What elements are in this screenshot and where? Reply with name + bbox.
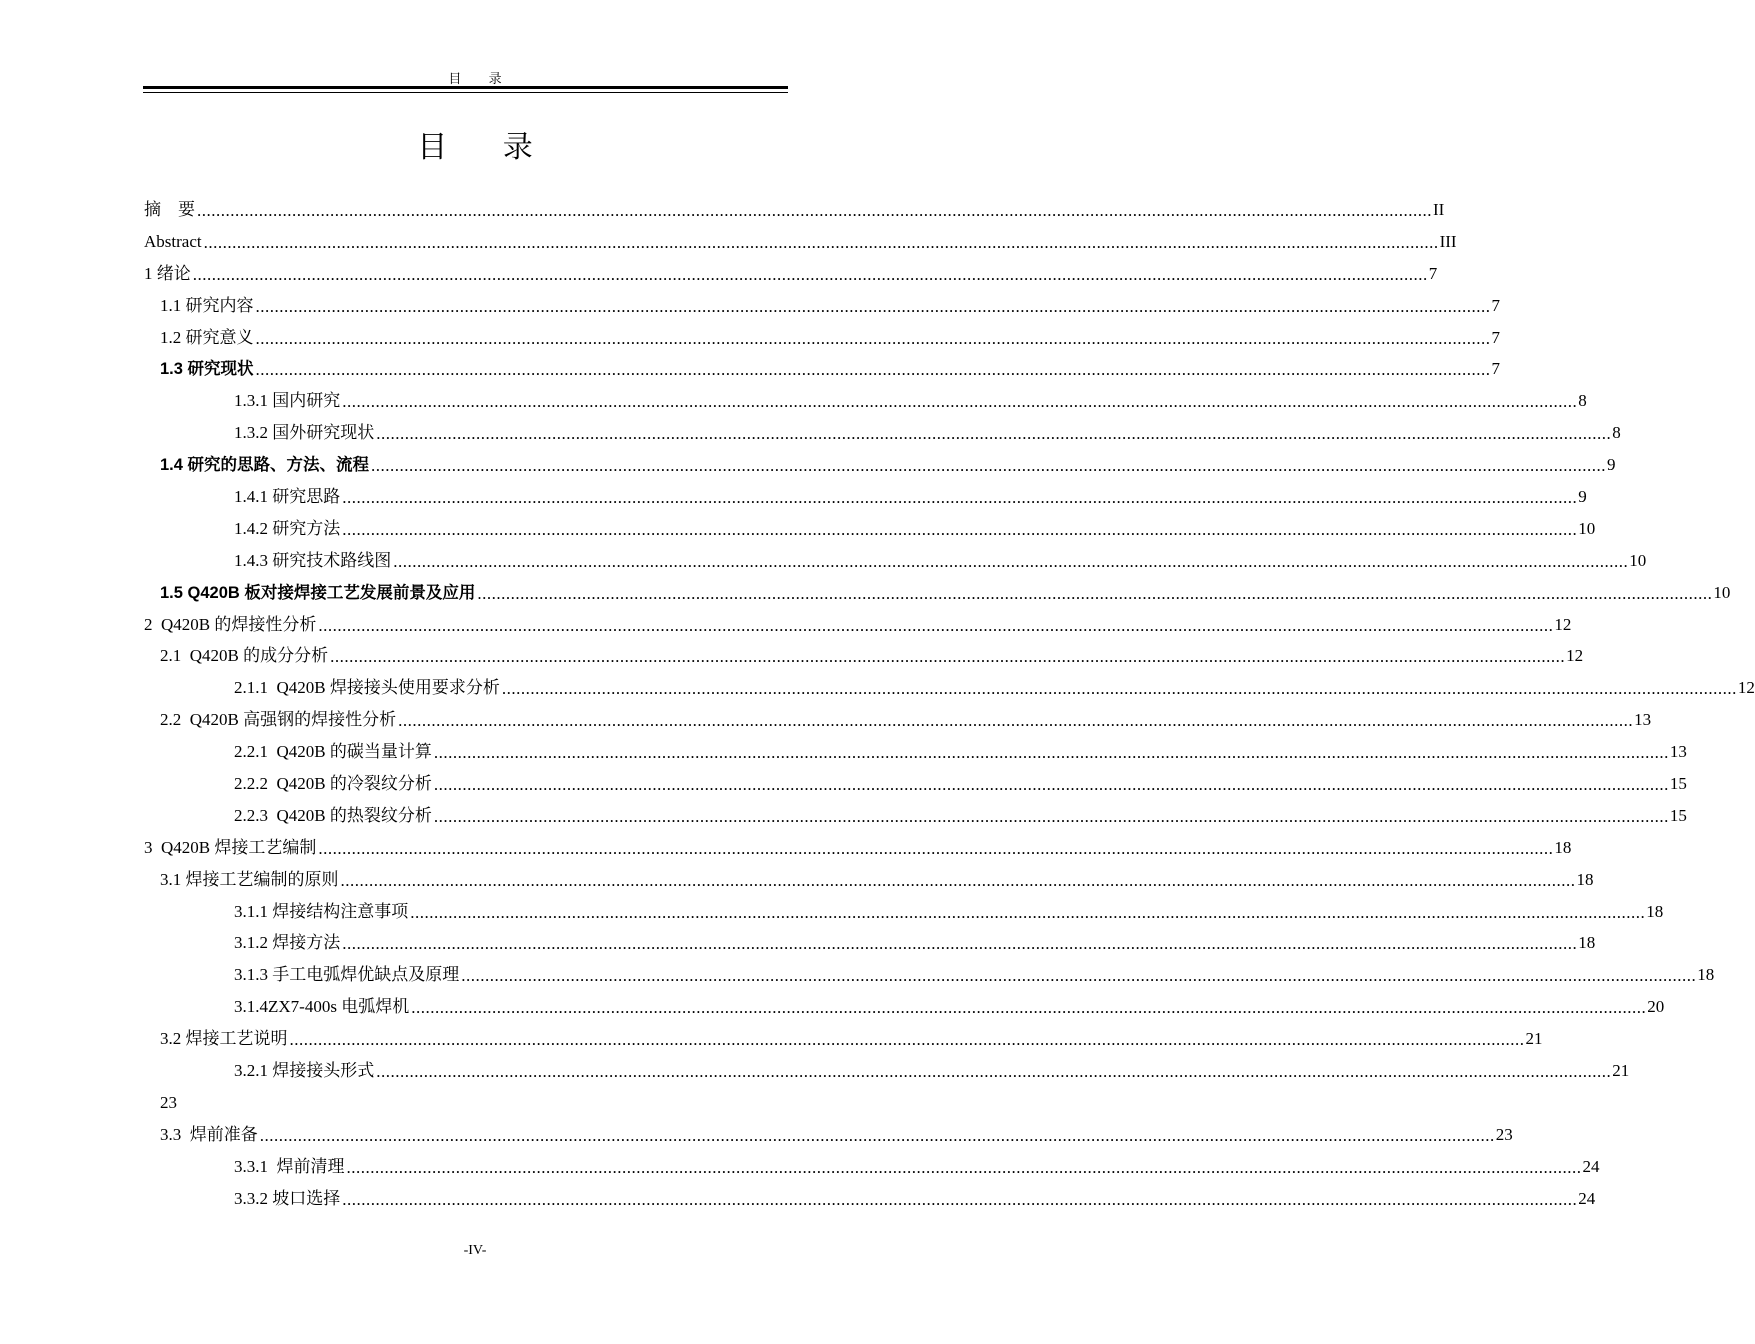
toc-entry-page: 24 [1582,1156,1600,1176]
toc-entry[interactable] [0,290,1500,322]
toc-entry-page: 9 [1578,486,1587,506]
toc-entry[interactable] [0,609,1572,641]
toc-entry[interactable] [0,258,1438,290]
toc-entry-page: 7 [1428,263,1438,283]
toc-leader-dots: .................................................................................................................................................................................................................................................................... [192,264,1428,284]
toc-entry-label: 1.5 Q420B 板对接焊接工艺发展前景及应用 [160,583,476,602]
toc-entry[interactable] [0,481,1587,513]
toc-entry-label: 3.3.2 坡口选择 [234,1188,341,1208]
toc-entry[interactable] [0,417,1621,449]
toc-entry[interactable] [0,896,1664,928]
toc-entry-label: 2.1.1 Q420B 焊接接头使用要求分析 [234,678,500,698]
toc-entry[interactable] [0,1023,1543,1055]
toc-entry-page: 18 [1578,933,1596,953]
toc-entry[interactable] [0,832,1572,864]
toc-leader-dots: .................................................................................................................................................................................................................................................................... [342,487,1578,507]
toc-entry-label: 摘 要 [144,199,195,219]
toc-leader-dots: .................................................................................................................................................................................................................................................................... [376,1061,1612,1081]
toc-entry-page: 12 [1566,646,1584,666]
toc-leader-dots: .................................................................................................................................................................................................................................................................... [411,998,1647,1018]
toc-entry-page: 8 [1612,423,1621,443]
toc-entry-page: 18 [1697,965,1715,985]
toc-entry[interactable] [0,704,1652,736]
toc-entry[interactable] [0,927,1596,959]
toc-leader-dots: .................................................................................................................................................................................................................................................................... [371,456,1607,476]
toc-entry-label: 3.1.4ZX7-400s 电弧焊机 [234,997,410,1017]
toc-entry-page: 8 [1578,391,1587,411]
toc-leader-dots: .................................................................................................................................................................................................................................................................... [461,966,1697,986]
toc-entry[interactable] [0,385,1587,417]
toc-entry[interactable] [0,959,1715,991]
toc-entry-page: 21 [1612,1060,1630,1080]
toc-entry-page: 7 [1491,295,1500,315]
toc-leader-dots: .................................................................................................................................................................................................................................................................... [433,806,1669,826]
toc-leader-dots: .................................................................................................................................................................................................................................................................... [342,1189,1578,1209]
toc-entry[interactable] [0,800,1687,832]
toc-leader-dots: .................................................................................................................................................................................................................................................................... [346,1157,1582,1177]
toc-entry-page: 12 [1554,614,1572,634]
toc-entry-label: 2.2.3 Q420B 的热裂纹分析 [234,805,432,825]
toc-title: 目 录 [417,131,557,164]
toc-entry-label: 3.1.3 手工电弧焊优缺点及原理 [234,965,460,985]
toc-entry-page: 18 [1646,901,1664,921]
toc-leader-dots: .................................................................................................................................................................................................................................................................... [433,774,1669,794]
toc-entry-page: 15 [1669,805,1687,825]
toc-entry-page: 10 [1713,582,1731,602]
toc-entry-label: 3.3 焊前准备 [160,1124,258,1144]
toc-entry[interactable] [0,322,1500,354]
toc-entry[interactable] [0,194,1445,226]
toc-entry-label: 3 Q420B 焊接工艺编制 [144,837,317,857]
toc-entry-page: 7 [1491,327,1500,347]
toc-leader-dots: .................................................................................................................................................................................................................................................................... [342,934,1578,954]
toc-entry[interactable] [0,577,1731,609]
toc-entry-page: 20 [1647,997,1665,1017]
toc-entry[interactable] [0,1087,807,1119]
toc-entry[interactable] [0,1055,1630,1087]
toc-leader-dots: .................................................................................................................................................................................................................................................................... [410,902,1646,922]
toc-entry[interactable] [0,1119,1513,1151]
toc-entry-page: 21 [1525,1029,1543,1049]
toc-entry-label: 3.1 焊接工艺编制的原则 [160,869,339,889]
toc-entry-page: 9 [1607,455,1616,475]
toc-entry-page: II [1433,199,1445,219]
toc-entry-page: 12 [1737,678,1755,698]
toc-entry-label: Abstract [144,231,202,251]
toc-leader-dots: .................................................................................................................................................................................................................................................................... [255,296,1491,316]
toc-entry-label: 23 [160,1092,177,1112]
toc-entry[interactable] [0,353,1501,385]
toc-leader-dots: .................................................................................................................................................................................................................................................................... [433,743,1669,763]
header-rule-thin [143,92,788,93]
toc-leader-dots: .................................................................................................................................................................................................................................................................... [398,711,1634,731]
toc-leader-dots: .................................................................................................................................................................................................................................................................... [342,519,1578,539]
toc-entry-label: 3.3.1 焊前清理 [234,1156,345,1176]
toc-leader-dots: .................................................................................................................................................................................................................................................................... [501,679,1737,699]
toc-entry-page: 7 [1491,359,1501,379]
toc-entry-label: 2.2 Q420B 高强钢的焊接性分析 [160,710,397,730]
toc-leader-dots: .................................................................................................................................................................................................................................................................... [259,1125,1495,1145]
toc-entry-label: 3.1.1 焊接结构注意事项 [234,901,409,921]
toc-entry-label: 2.2.2 Q420B 的冷裂纹分析 [234,773,432,793]
toc-leader-dots: .................................................................................................................................................................................................................................................................... [342,392,1578,412]
toc-entry-label: 1.3 研究现状 [160,360,254,379]
toc-entry-label: 3.2.1 焊接接头形式 [234,1060,375,1080]
toc-leader-dots: .................................................................................................................................................................................................................................................................... [376,424,1612,444]
toc-entry-page: 10 [1578,518,1596,538]
toc-leader-dots: .................................................................................................................................................................................................................................................................... [393,551,1629,571]
toc-entry-page: 13 [1669,742,1687,762]
toc-entry-label: 1.4.1 研究思路 [234,486,341,506]
toc-entry[interactable] [0,513,1596,545]
toc-leader-dots: .................................................................................................................................................................................................................................................................... [197,200,1432,220]
toc-entry-label: 1.3.1 国内研究 [234,391,341,411]
toc-entry-label: 2.1 Q420B 的成分分析 [160,646,329,666]
toc-entry[interactable] [0,640,1584,672]
toc-entry-label: 2.2.1 Q420B 的碳当量计算 [234,742,432,762]
toc-entry-page: 18 [1576,869,1594,889]
toc-leader-dots: .................................................................................................................................................................................................................................................................... [203,232,1439,252]
toc-leader-dots: .................................................................................................................................................................................................................................................................... [255,360,1491,380]
toc-entry[interactable] [0,545,1647,577]
toc-entry[interactable] [0,1183,1596,1215]
toc-leader-dots: .................................................................................................................................................................................................................................................................... [318,615,1554,635]
toc-entry-label: 2 Q420B 的焊接性分析 [144,614,317,634]
header-rule-thick [143,86,788,89]
toc-entry[interactable] [0,1151,1600,1183]
toc-leader-dots: .................................................................................................................................................................................................................................................................... [318,838,1554,858]
toc-leader-dots: .................................................................................................................................................................................................................................................................... [330,647,1566,667]
page-number: -IV- [463,1243,487,1258]
toc-entry-label: 1 绪论 [144,263,191,283]
toc-entry-label: 3.2 焊接工艺说明 [160,1029,288,1049]
toc-entry-page: 18 [1554,837,1572,857]
toc-entry-page: 23 [1495,1124,1513,1144]
toc-entry-label: 1.1 研究内容 [160,295,254,315]
toc-entry[interactable] [0,991,1665,1023]
toc-entry[interactable] [0,736,1687,768]
toc-entry[interactable] [0,226,1457,258]
toc-entry-label: 1.4 研究的思路、方法、流程 [160,456,370,475]
table-of-contents [0,194,1755,1215]
toc-entry[interactable] [0,672,1755,704]
toc-entry-label: 1.4.3 研究技术路线图 [234,550,392,570]
toc-entry-page: 24 [1578,1188,1596,1208]
toc-entry[interactable] [0,768,1687,800]
toc-entry[interactable] [0,864,1594,896]
toc-leader-dots: .................................................................................................................................................................................................................................................................... [255,328,1491,348]
toc-leader-dots: .................................................................................................................................................................................................................................................................... [289,1030,1525,1050]
toc-entry-label: 1.2 研究意义 [160,327,254,347]
toc-entry-page: 15 [1669,773,1687,793]
running-header: 目 录 [448,71,514,86]
toc-leader-dots: .................................................................................................................................................................................................................................................................... [477,583,1713,603]
toc-entry-label: 1.4.2 研究方法 [234,518,341,538]
toc-entry-page: 10 [1629,550,1647,570]
toc-entry-label: 3.1.2 焊接方法 [234,933,341,953]
toc-entry-page: III [1439,231,1457,251]
toc-leader-dots: .................................................................................................................................................................................................................................................................... [340,870,1576,890]
toc-entry-label: 1.3.2 国外研究现状 [234,423,375,443]
toc-entry[interactable] [0,449,1616,481]
toc-entry-page: 13 [1634,710,1652,730]
